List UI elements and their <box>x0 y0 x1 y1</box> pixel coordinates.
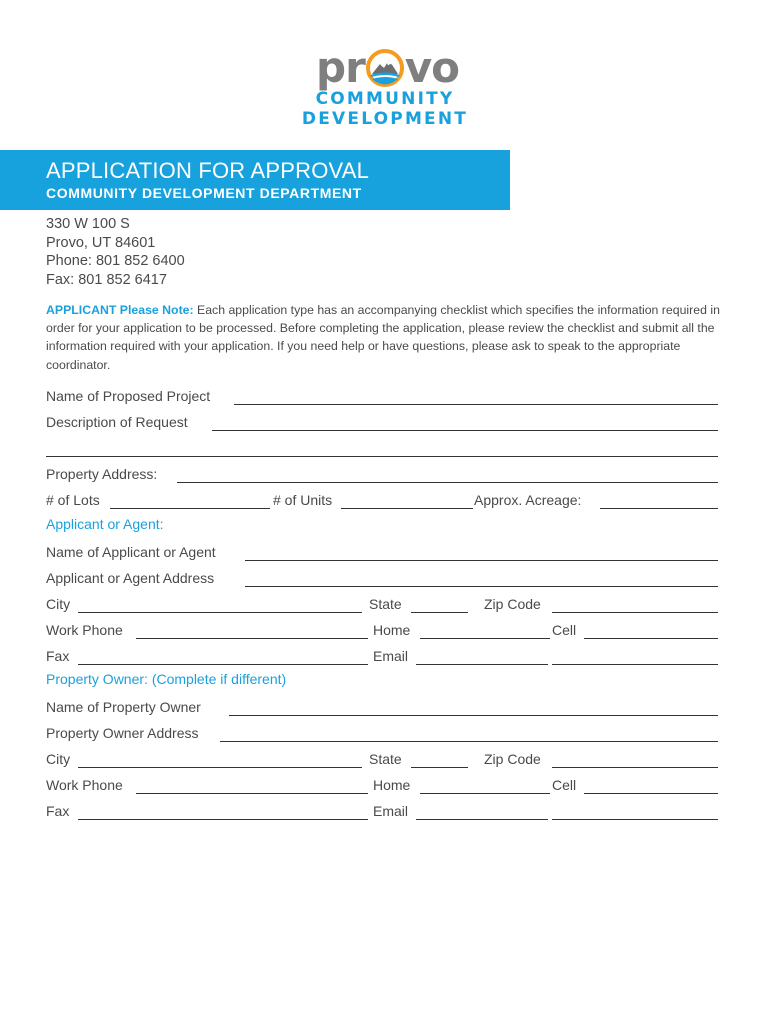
applicant-city-row <box>46 594 718 614</box>
property-address-field[interactable] <box>177 482 718 483</box>
applicant-address-label: Applicant or Agent Address <box>46 570 215 586</box>
applicant-home-field[interactable] <box>420 638 550 639</box>
owner-name-field[interactable] <box>229 715 718 716</box>
provo-logo <box>296 43 474 130</box>
address-street: 330 W 100 S <box>46 216 130 232</box>
owner-home-label: Home <box>373 777 411 793</box>
owner-name-row <box>46 697 718 717</box>
applicant-fax-field[interactable] <box>78 664 368 665</box>
department-address <box>46 215 185 289</box>
applicant-address-row <box>46 568 718 588</box>
owner-name-label: Name of Property Owner <box>46 699 201 715</box>
lots-field[interactable] <box>110 508 270 509</box>
applicant-section-heading: Applicant or Agent: <box>46 516 164 532</box>
applicant-email-field-2[interactable] <box>552 664 718 665</box>
owner-state-label: State <box>369 751 402 767</box>
owner-cell-label: Cell <box>552 777 577 793</box>
applicant-state-label: State <box>369 596 402 612</box>
owner-address-label: Property Owner Address <box>46 725 199 741</box>
applicant-name-label: Name of Applicant or Agent <box>46 544 216 560</box>
owner-email-field-2[interactable] <box>552 819 718 820</box>
applicant-work-phone-label: Work Phone <box>46 622 123 638</box>
acreage-label: Approx. Acreage: <box>474 492 582 508</box>
applicant-fax-row <box>46 646 718 666</box>
project-name-label: Name of Proposed Project <box>46 388 211 404</box>
owner-state-field[interactable] <box>411 767 468 768</box>
units-label: # of Units <box>273 492 333 508</box>
applicant-name-field[interactable] <box>245 560 718 561</box>
header-banner <box>0 150 510 210</box>
applicant-zip-field[interactable] <box>552 612 718 613</box>
description-label: Description of Request <box>46 414 188 430</box>
owner-work-phone-label: Work Phone <box>46 777 123 793</box>
property-address-row <box>46 464 718 484</box>
lots-label: # of Lots <box>46 492 100 508</box>
project-name-row <box>46 386 718 406</box>
applicant-work-phone-field[interactable] <box>136 638 368 639</box>
description-field[interactable] <box>212 430 718 431</box>
applicant-cell-label: Cell <box>552 622 577 638</box>
lots-units-row <box>46 490 718 510</box>
owner-work-phone-field[interactable] <box>136 793 368 794</box>
page-title: APPLICATION FOR APPROVAL <box>46 158 370 183</box>
applicant-address-field[interactable] <box>245 586 718 587</box>
applicant-city-label: City <box>46 596 71 612</box>
owner-address-field[interactable] <box>220 741 718 742</box>
description-row <box>46 412 718 432</box>
owner-city-row <box>46 749 718 769</box>
owner-zip-field[interactable] <box>552 767 718 768</box>
logo-word-left: pr <box>316 43 365 92</box>
owner-section-heading: Property Owner: (Complete if different) <box>46 671 287 687</box>
applicant-name-row <box>46 542 718 562</box>
address-fax: Fax: 801 852 6417 <box>46 271 167 288</box>
owner-zip-label: Zip Code <box>484 751 541 767</box>
address-phone: Phone: 801 852 6400 <box>46 253 185 269</box>
mountain-o-icon <box>366 49 404 87</box>
applicant-home-label: Home <box>373 622 411 638</box>
owner-phone-row <box>46 775 718 795</box>
property-address-label: Property Address: <box>46 466 158 482</box>
logo-line-development: DEVELOPMENT <box>301 109 469 129</box>
logo-wordmark <box>316 43 460 92</box>
acreage-field[interactable] <box>600 508 718 509</box>
applicant-zip-label: Zip Code <box>484 596 541 612</box>
owner-city-field[interactable] <box>78 767 362 768</box>
applicant-fax-label: Fax <box>46 648 70 664</box>
note-label: APPLICANT Please Note: <box>46 303 194 317</box>
applicant-phone-row <box>46 620 718 640</box>
owner-home-field[interactable] <box>420 793 550 794</box>
units-field[interactable] <box>341 508 473 509</box>
applicant-state-field[interactable] <box>411 612 468 613</box>
applicant-cell-field[interactable] <box>584 638 718 639</box>
logo-word-right: vo <box>404 43 460 92</box>
address-city: Provo, UT 84601 <box>46 234 156 251</box>
applicant-city-field[interactable] <box>78 612 362 613</box>
logo-line-community: COMMUNITY <box>315 89 455 109</box>
description-row-2 <box>46 438 718 458</box>
note-text: Each application type has an accompanying checklist which specifies the information required in order for your application to be processed. Before completing the application, please review the checklist and submit all the information required with your application. If you need help or have questions, please ask to speak to the appropriate coordinator. <box>46 303 720 372</box>
owner-city-label: City <box>46 751 71 767</box>
owner-email-field[interactable] <box>416 819 548 820</box>
owner-fax-label: Fax <box>46 803 70 819</box>
applicant-email-label: Email <box>373 648 409 664</box>
applicant-note <box>46 301 730 374</box>
applicant-email-field[interactable] <box>416 664 548 665</box>
owner-email-label: Email <box>373 803 409 819</box>
description-field-2[interactable] <box>46 456 718 457</box>
owner-fax-row <box>46 801 718 821</box>
project-name-field[interactable] <box>234 404 718 405</box>
page-subtitle: COMMUNITY DEVELOPMENT DEPARTMENT <box>46 185 362 201</box>
owner-cell-field[interactable] <box>584 793 718 794</box>
owner-address-row <box>46 723 718 743</box>
owner-fax-field[interactable] <box>78 819 368 820</box>
